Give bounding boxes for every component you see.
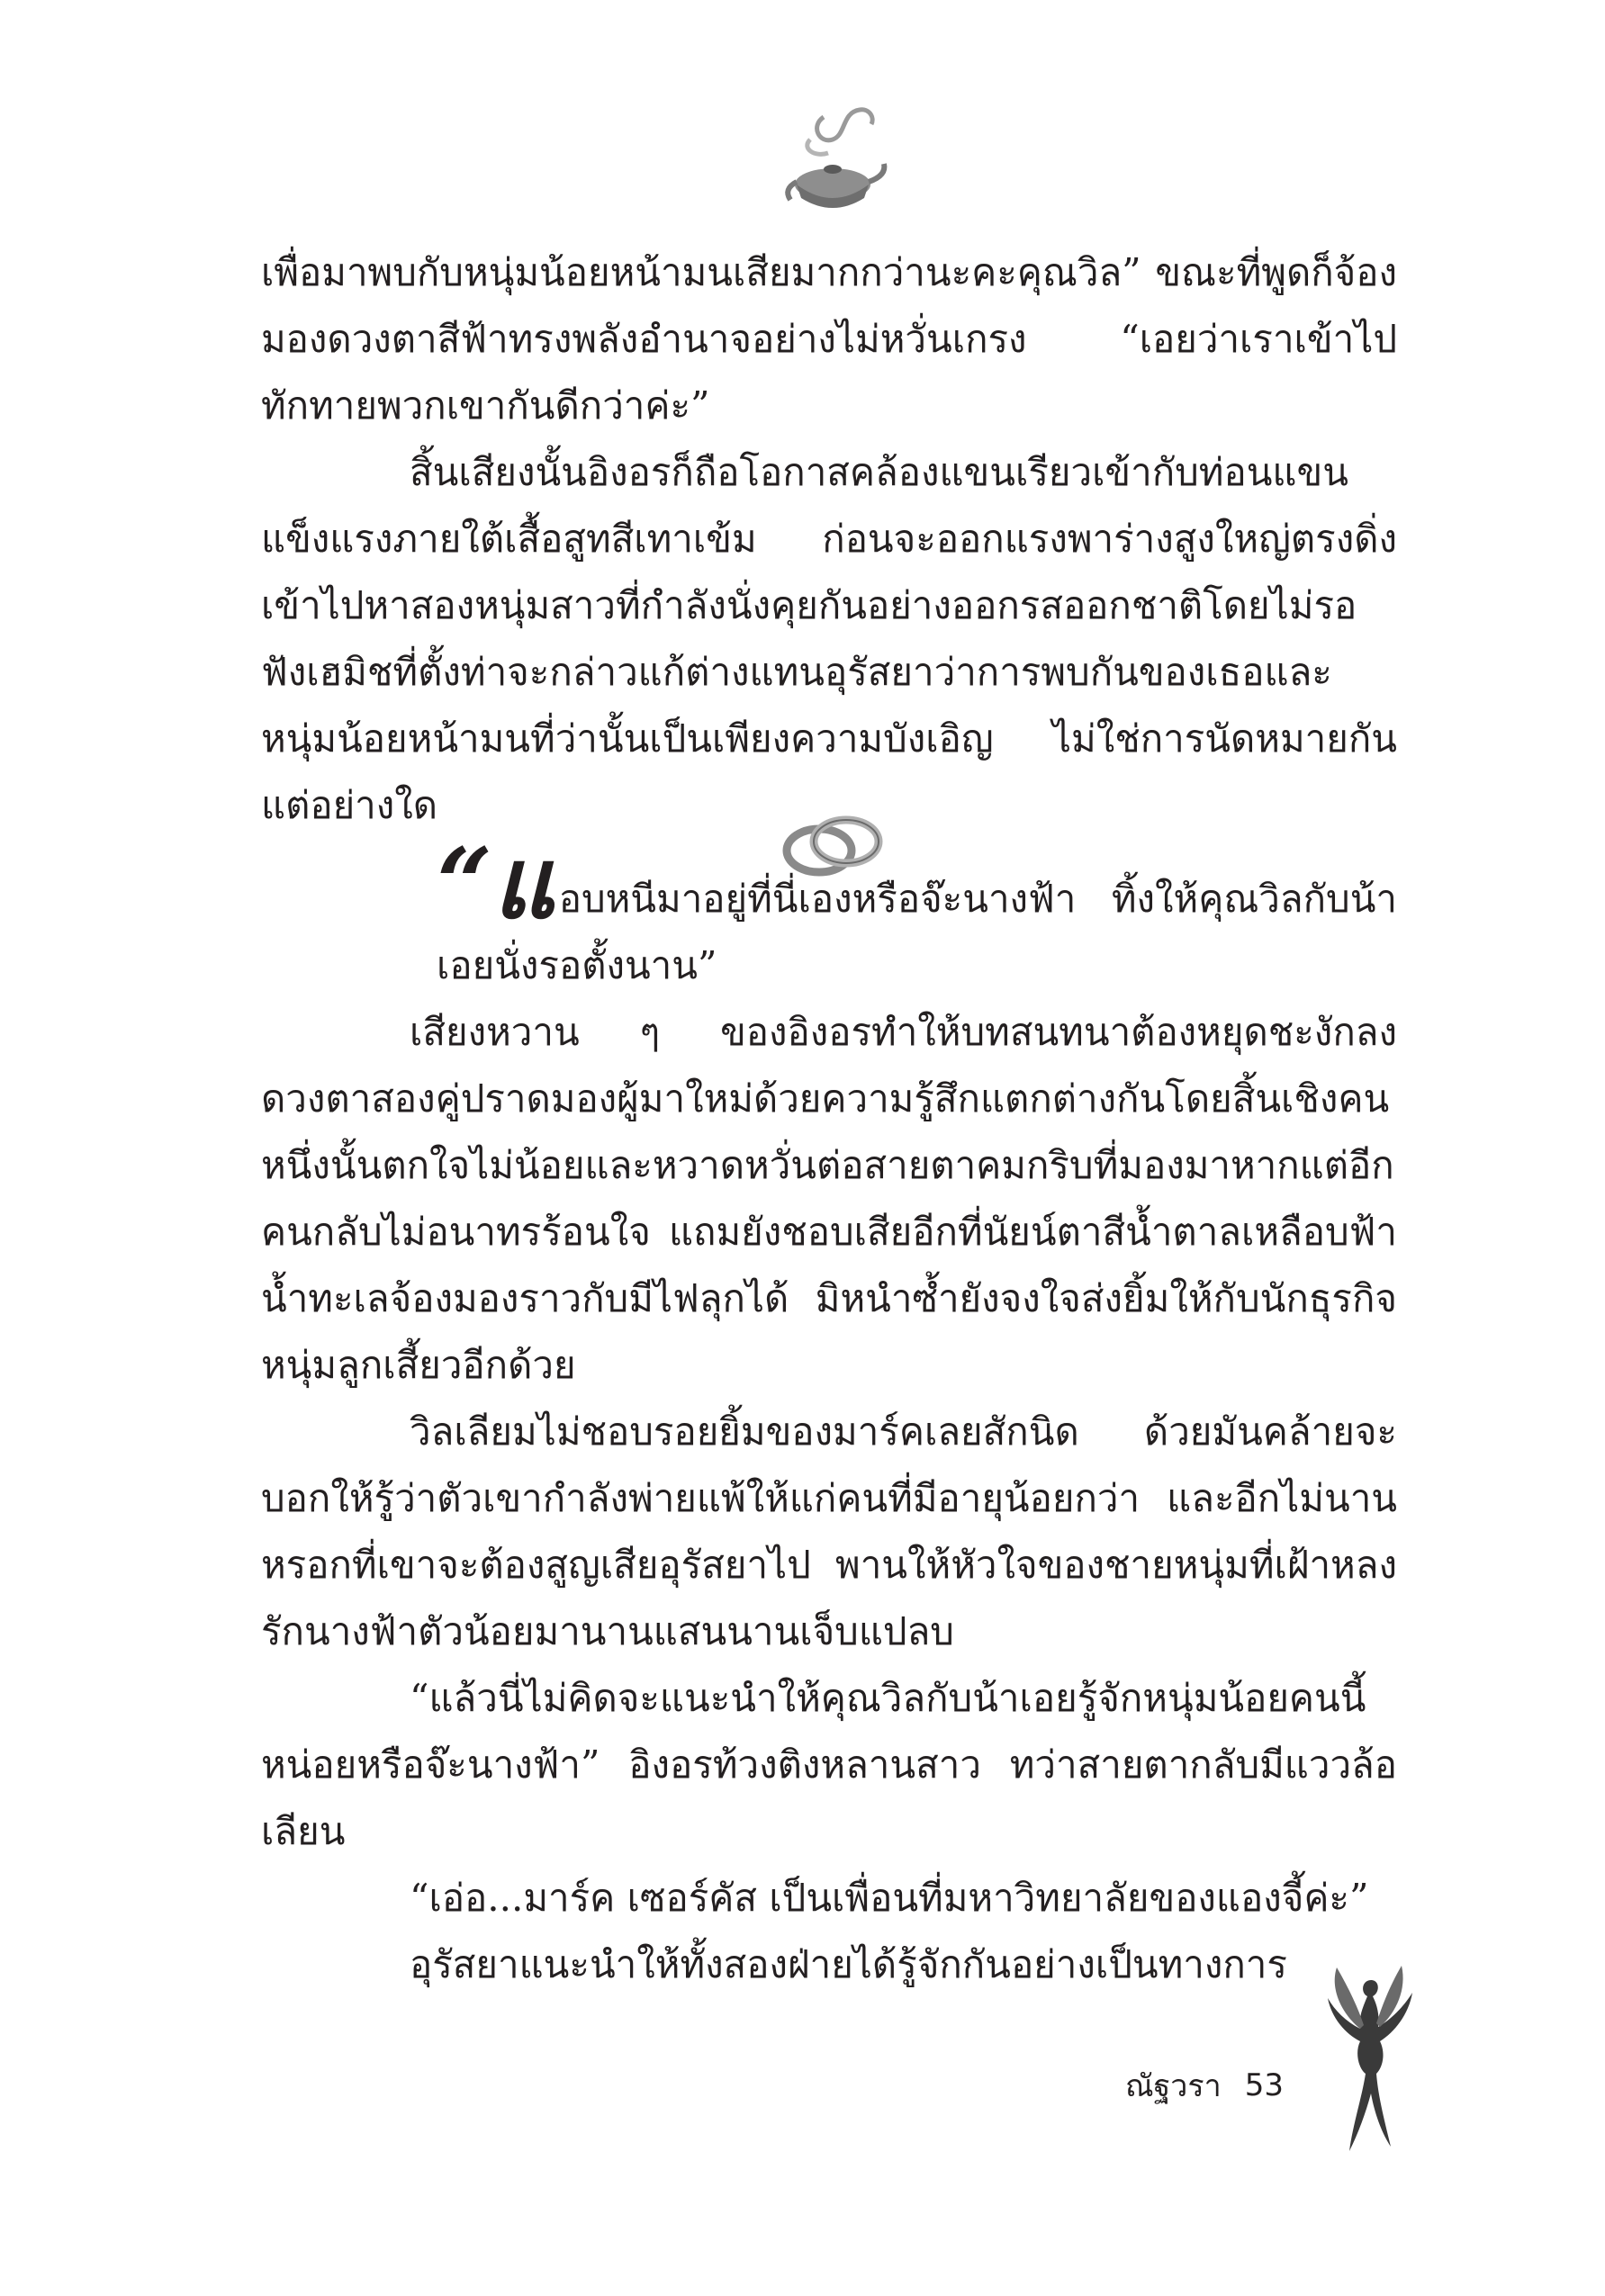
- paragraph: อุรัสยาแนะนำให้ทั้งสองฝ่ายได้รู้จักกันอย่างเป็นทางการ: [410, 1942, 1287, 1986]
- paragraph: “แล้วนี่ไม่คิดจะแนะนำให้คุณวิลกับน้าเอยรู้จักหนุ่มน้อยคนนี้หน่อยหรือจ๊ะนางฟ้า” อิงอรท้วงติงหลานสาว ทว่าสายตากลับมีแววล้อเลียน: [261, 1676, 1397, 1853]
- drop-cap: “แ: [437, 827, 555, 941]
- page-number: 53: [1244, 2067, 1285, 2103]
- author-name: ณัฐวรา: [1125, 2068, 1222, 2104]
- paragraph-text: อบหนีมาอยู่ที่นี่เองหรือจ๊ะนางฟ้า ทิ้งให้คุณวิลกับน้าเอยนั่งรอตั้งนาน”: [437, 877, 1397, 987]
- fairy-silhouette-icon: [1319, 1962, 1418, 2160]
- paragraph: สิ้นเสียงนั้นอิงอรก็ถือโอกาสคล้องแขนเรียวเข้ากับท่อนแขนแข็งแรงภายใต้เสื้อสูทสีเทาเข้ม ก่อนจะออกแรงพาร่างสูงใหญ่ตรงดิ่งเข้าไปหาสองหนุ่มสาวที่กำลังนั่งคุยกันอย่างออกรสออกชาติโดยไม่รอฟังเฮมิชที่ตั้งท่าจะกล่าวแก้ต่างแทนอุรัสยาว่าการพบกันของเธอและหนุ่มน้อยหน้ามนที่ว่านั้นเป็นเพียงความบังเอิญ ไม่ใช่การนัดหมายกันแต่อย่างใด: [261, 450, 1397, 827]
- teapot-ornament-icon: [774, 99, 891, 225]
- paragraph: [261, 827, 1397, 999]
- paragraph: เพื่อมาพบกับหนุ่มน้อยหน้ามนเสียมากกว่านะคะคุณวิล” ขณะที่พูดก็จ้องมองดวงตาสีฟ้าทรงพลังอำนาจอย่างไม่หวั่นเกรง “เอยว่าเราเข้าไปทักทายพวกเขากันดีกว่าค่ะ”: [261, 250, 1397, 428]
- paragraph: “เอ่อ...มาร์ค เซอร์คัส เป็นเพื่อนที่มหาวิทยาลัยของแองจี้ค่ะ”: [410, 1876, 1369, 1920]
- top-text-block: [261, 239, 1397, 839]
- paragraph: เสียงหวาน ๆ ของอิงอรทำให้บทสนทนาต้องหยุดชะงักลงดวงตาสองคู่ปราดมองผู้มาใหม่ด้วยความรู้สึกแตกต่างกันโดยสิ้นเชิงคนหนึ่งนั้นตกใจไม่น้อยและหวาดหวั่นต่อสายตาคมกริบที่มองมาหากแต่อีกคนกลับไม่อนาทรร้อนใจ แถมยังชอบเสียอีกที่นัยน์ตาสีน้ำตาลเหลือบฟ้าน้ำทะเลจ้องมองราวกับมีไฟลุกได้ มิหนำซ้ำยังจงใจส่งยิ้มให้กับนักธุรกิจหนุ่มลูกเสี้ยวอีกด้วย: [261, 1010, 1397, 1387]
- page-footer: [1125, 2061, 1305, 2110]
- bottom-text-block: [261, 827, 1397, 1998]
- paragraph: วิลเลียมไม่ชอบรอยยิ้มของมาร์คเลยสักนิด ด้วยมันคล้ายจะบอกให้รู้ว่าตัวเขากำลังพ่ายแพ้ให้แก่คนที่มีอายุน้อยกว่า และอีกไม่นานหรอกที่เขาจะต้องสูญเสียอุรัสยาไป พานให้หัวใจของชายหนุ่มที่เฝ้าหลงรักนางฟ้าตัวน้อยมานานแสนนานเจ็บแปลบ: [261, 1409, 1397, 1653]
